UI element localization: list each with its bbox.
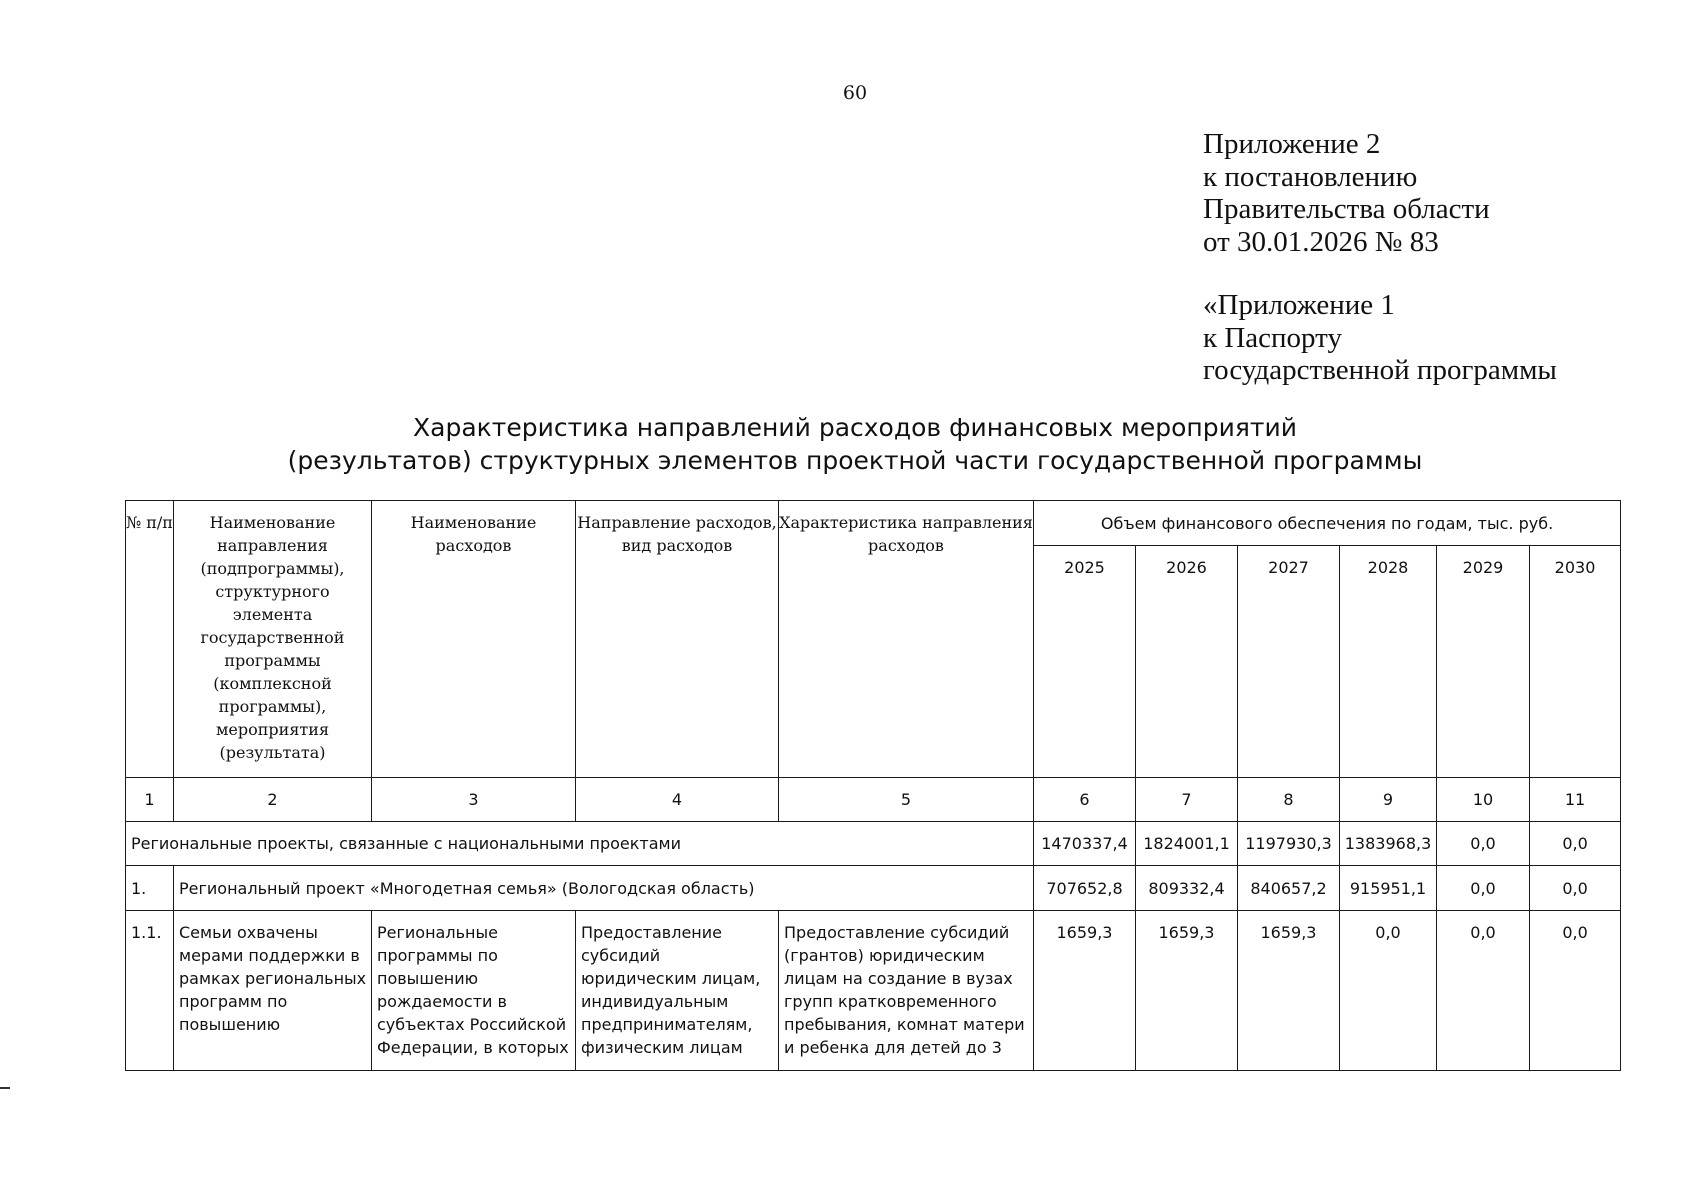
header-year: 2029 <box>1437 546 1530 778</box>
header-expense-name: Наименование расходов <box>372 501 576 778</box>
funding-value: 1383968,3 <box>1340 822 1437 866</box>
column-number: 1 <box>126 778 174 822</box>
appendix-line: «Приложение 1 <box>1203 289 1395 321</box>
project-label: Региональный проект «Многодетная семья» (Вологодская область) <box>174 866 1034 911</box>
scan-edge-mark <box>0 1087 10 1089</box>
column-number: 6 <box>1034 778 1136 822</box>
funding-value: 1659,3 <box>1034 911 1136 1071</box>
funding-value: 1197930,3 <box>1238 822 1340 866</box>
row-characteristic: Предоставление субсидий (грантов) юридическим лицам на создание в вузах групп кратковременного пребывания, комнат матери и ребенка для детей до 3 <box>779 911 1034 1071</box>
header-year: 2025 <box>1034 546 1136 778</box>
expense-directions-table <box>125 500 1621 1071</box>
column-number: 3 <box>372 778 576 822</box>
header-direction-name: Наименование направления (подпрограммы), структурного элемента государственной программы (комплексной программы), мероприятия (результата) <box>174 501 372 778</box>
column-number: 5 <box>779 778 1034 822</box>
appendix-line: Приложение 2 <box>1203 128 1381 160</box>
funding-value: 0,0 <box>1340 911 1437 1071</box>
funding-value: 0,0 <box>1530 822 1621 866</box>
header-characteristic: Характеристика направления расходов <box>779 501 1034 778</box>
appendix-line: государственной программы <box>1203 354 1557 386</box>
passport-appendix-reference <box>1203 289 1557 387</box>
funding-value: 707652,8 <box>1034 866 1136 911</box>
header-year: 2030 <box>1530 546 1621 778</box>
funding-value: 840657,2 <box>1238 866 1340 911</box>
header-num: № п/п <box>126 501 174 778</box>
funding-value: 0,0 <box>1530 866 1621 911</box>
title-line: (результатов) структурных элементов проектной части государственной программы <box>287 446 1423 475</box>
appendix-line: Правительства области <box>1203 193 1490 225</box>
column-number: 7 <box>1136 778 1238 822</box>
funding-value: 0,0 <box>1437 822 1530 866</box>
appendix-line: от 30.01.2026 № 83 <box>1203 225 1439 258</box>
title-line: Характеристика направлений расходов финансовых мероприятий <box>413 413 1297 442</box>
appendix-line: к Паспорту <box>1203 321 1342 354</box>
column-number: 2 <box>174 778 372 822</box>
appendix-line: к постановлению <box>1203 160 1418 193</box>
page-number: 60 <box>842 82 868 104</box>
header-expense-direction: Направление расходов, вид расходов <box>576 501 779 778</box>
header-year: 2028 <box>1340 546 1437 778</box>
funding-value: 0,0 <box>1437 911 1530 1071</box>
header-funding: Объем финансового обеспечения по годам, тыс. руб. <box>1034 501 1621 546</box>
header-year: 2027 <box>1238 546 1340 778</box>
section-label: Региональные проекты, связанные с национальными проектами <box>126 822 1034 866</box>
table-header-row <box>126 501 1621 546</box>
row-expense-name: Региональные программы по повышению рождаемости в субъектах Российской Федерации, в которых <box>372 911 576 1071</box>
row-num: 1.1. <box>126 911 174 1071</box>
funding-value: 809332,4 <box>1136 866 1238 911</box>
funding-value: 1659,3 <box>1136 911 1238 1071</box>
row-direction-name: Семьи охвачены мерами поддержки в рамках региональных программ по повышению <box>174 911 372 1071</box>
appendix-reference <box>1203 128 1490 258</box>
funding-value: 1659,3 <box>1238 911 1340 1071</box>
column-number: 9 <box>1340 778 1437 822</box>
column-number: 8 <box>1238 778 1340 822</box>
funding-value: 0,0 <box>1530 911 1621 1071</box>
table-row <box>126 911 1621 1071</box>
funding-value: 0,0 <box>1437 866 1530 911</box>
funding-value: 1470337,4 <box>1034 822 1136 866</box>
header-year: 2026 <box>1136 546 1238 778</box>
column-number-row <box>126 778 1621 822</box>
column-number: 4 <box>576 778 779 822</box>
table-row <box>126 866 1621 911</box>
row-num: 1. <box>126 866 174 911</box>
row-expense-direction: Предоставление субсидий юридическим лицам, индивидуальным предпринимателям, физическим лицам <box>576 911 779 1071</box>
funding-value: 1824001,1 <box>1136 822 1238 866</box>
document-title <box>0 411 1697 477</box>
column-number: 11 <box>1530 778 1621 822</box>
table-row <box>126 822 1621 866</box>
funding-value: 915951,1 <box>1340 866 1437 911</box>
column-number: 10 <box>1437 778 1530 822</box>
